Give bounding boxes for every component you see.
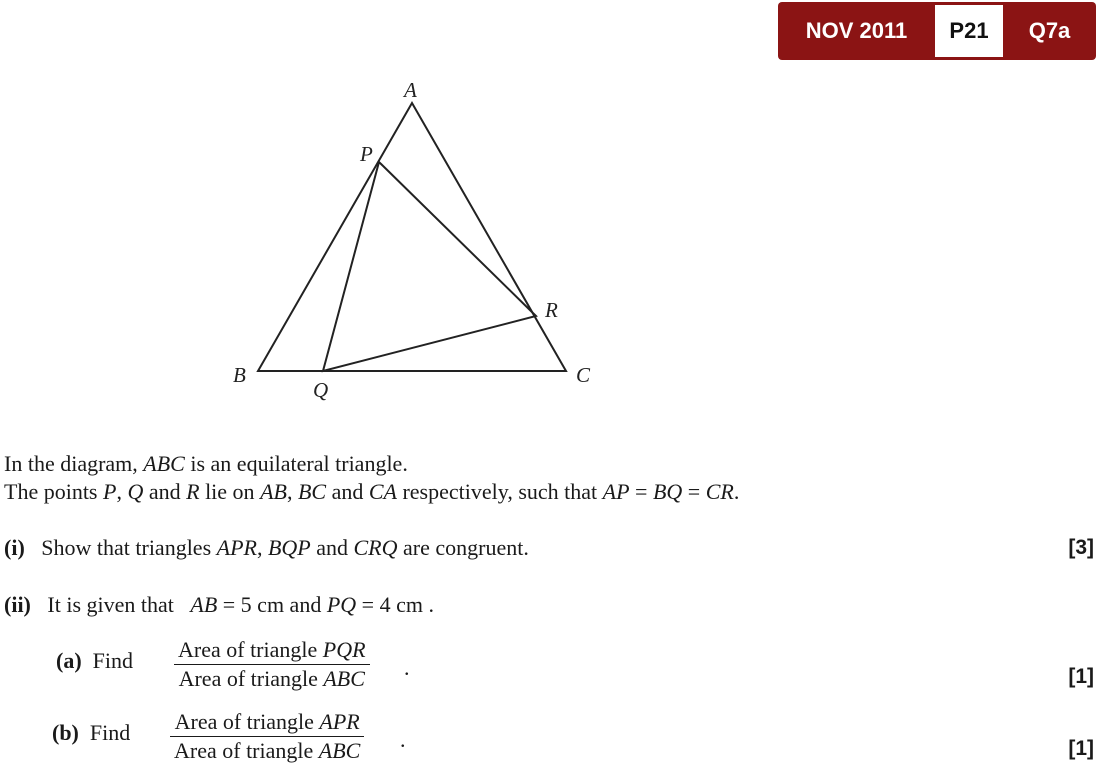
question-label: Q7a [1028, 18, 1071, 43]
triangle-abc [258, 103, 566, 371]
part-a-fraction: Area of triangle PQR Area of triangle ABC [174, 636, 370, 693]
part-b-marks: [1] [1068, 737, 1094, 760]
intro-line-1: In the diagram, ABC is an equilateral triangle. [4, 451, 408, 476]
vertex-label-b: B [233, 363, 246, 387]
part-i-marks: [3] [1068, 536, 1094, 559]
session-label: NOV 2011 [805, 18, 908, 43]
part-ii-label: (ii) [4, 592, 31, 617]
vertex-label-r: R [545, 298, 558, 322]
triangle-pqr [323, 162, 536, 371]
vertex-label-p: P [360, 142, 373, 166]
part-b-fraction: Area of triangle APR Area of triangle ABC [170, 708, 364, 765]
vertex-label-q: Q [313, 378, 329, 402]
part-ii-question: (ii) It is given that AB = 5 cm and PQ = 4 cm . [4, 592, 434, 617]
part-a-marks: [1] [1068, 665, 1094, 688]
part-i-question: (i) Show that triangles APR, BQP and CRQ are congruent. [4, 535, 529, 560]
part-a-label: (a) [56, 648, 82, 673]
vertex-label-c: C [576, 363, 591, 387]
part-b-label: (b) [52, 720, 79, 745]
part-b-dot: . [400, 727, 406, 752]
part-i-label: (i) [4, 535, 25, 560]
vertex-label-a: A [404, 78, 417, 102]
paper-label: P21 [935, 5, 1003, 57]
part-b-label-row: (b) Find [52, 720, 131, 745]
part-a-label-row: (a) Find [56, 648, 134, 673]
intro-line-2: The points P, Q and R lie on AB, BC and CA respectively, such that AP = BQ = CR. [4, 479, 740, 504]
part-a-dot: . [404, 655, 410, 680]
